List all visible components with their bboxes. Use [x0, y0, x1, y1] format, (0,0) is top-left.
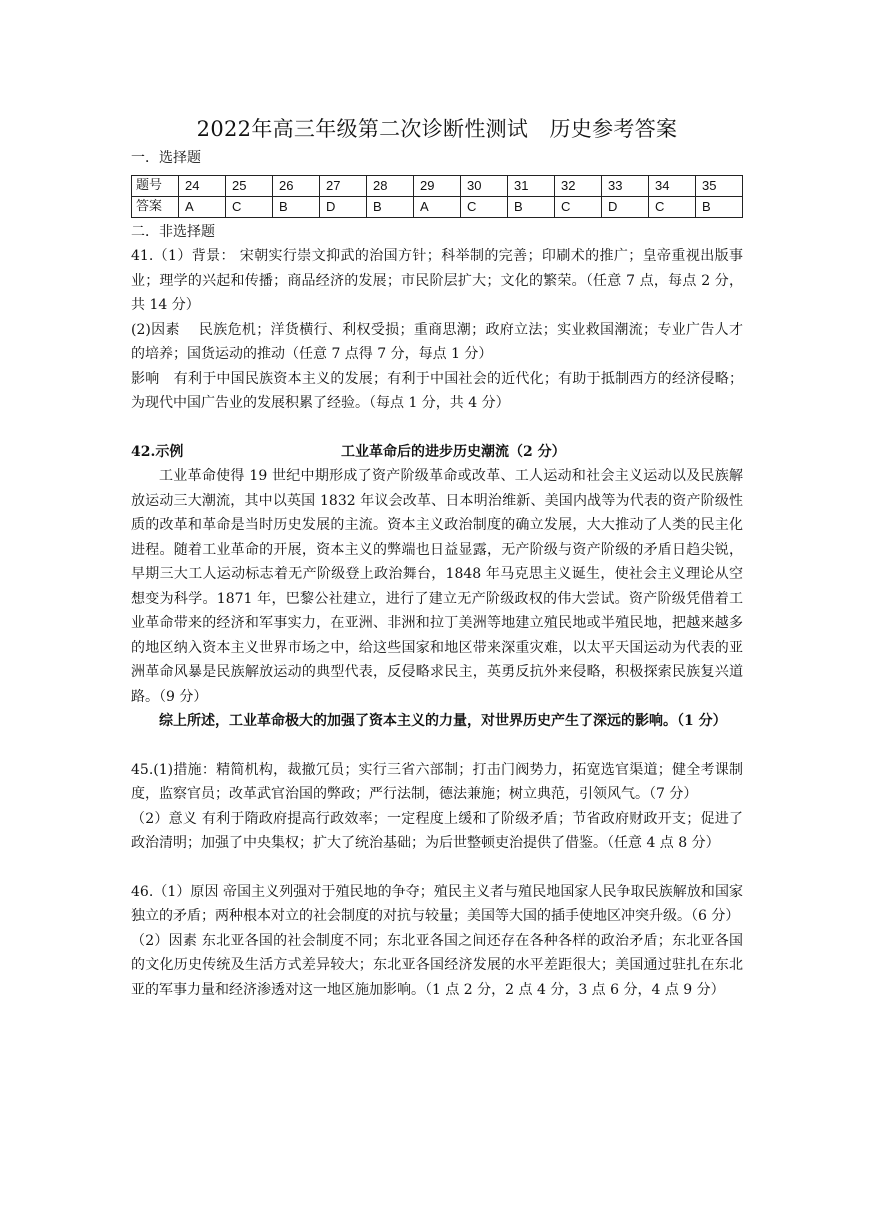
row-header-answer: 答案 — [132, 196, 179, 217]
q45-measures: 45.(1)措施：精简机构，裁撤冗员；实行三省六部制；打击门阀势力，拓宽选官渠道；健全考课制度，监察官员；改革武官治国的弊政；严行法制，德法兼施；树立典范，引领风气。（7 分） — [131, 761, 743, 802]
answer-cell: C — [555, 196, 602, 217]
answer-cell: C — [226, 196, 273, 217]
question-number-row — [132, 175, 743, 196]
answer-cell: B — [273, 196, 320, 217]
question-number-cell: 28 — [367, 175, 414, 196]
q42-heading: 工业革命后的进步历史潮流（2 分） — [341, 443, 566, 460]
q42-body: 工业革命使得 19 世纪中期形成了资产阶级革命或改革、工人运动和社会主义运动以及民族解放运动三大潮流，其中以英国 1832 年议会改革、日本明治维新、美国内战等为代表的资产阶级性质的改革和革命是当时历史发展的主流。资本主义政治制度的确立发展，大大推动了人类的民主化进程。随着工业革命的开展，资本主义的弊端也日益显露，无产阶级与资产阶级的矛盾日趋尖锐，早期三大工人运动标志着无产阶级登上政治舞台，1848 年马克思主义诞生，使社会主义理论从空想变为科学。1871 年，巴黎公社建立，进行了建立无产阶级政权的伟大尝试。资产阶级凭借着工业革命带来的经济和军事实力，在亚洲、非洲和拉丁美洲等地建立殖民地或半殖民地，把越来越多的地区纳入资本主义世界市场之中，给这些国家和地区带来深重灾难，以太平天国运动为代表的亚洲革命风暴是民族解放运动的典型代表，反侵略求民主，英勇反抗外来侵略，积极探索民族复兴道路。（9 分） — [131, 468, 743, 705]
page-title: 2022年高三年级第二次诊断性测试 历史参考答案 — [196, 117, 678, 141]
q41-impact: 影响 有利于中国民族资本主义的发展；有利于中国社会的近代化；有助于抵制西方的经济侵略；为现代中国广告业的发展积累了经验。（每点 1 分，共 4 分） — [131, 370, 743, 411]
answer-table — [131, 175, 743, 218]
answer-sheet — [131, 112, 743, 1002]
answer-cell: D — [320, 196, 367, 217]
q42-header — [131, 440, 743, 465]
answer-cell: A — [414, 196, 461, 217]
row-header-number: 题号 — [132, 175, 179, 196]
answer-cell: C — [649, 196, 696, 217]
answer-cell: B — [696, 196, 743, 217]
answer-cell: B — [508, 196, 555, 217]
q42-conclusion: 综上所述，工业革命极大的加强了资本主义的力量，对世界历史产生了深远的影响。（1 分） — [159, 713, 727, 729]
question-number-cell: 34 — [649, 175, 696, 196]
q45-significance: （2）意义 有利于隋政府提高行政效率；一定程度上缓和了阶级矛盾；节省政府财政开支；促进了政治清明；加强了中央集权；扩大了统治基础；为后世整顿吏治提供了借鉴。（任意 4 点 8 分） — [131, 810, 743, 851]
question-number-cell: 29 — [414, 175, 461, 196]
question-number-cell: 24 — [179, 175, 226, 196]
section-choice-heading: 一．选择题 — [131, 150, 201, 166]
question-number-cell: 33 — [602, 175, 649, 196]
question-number-cell: 32 — [555, 175, 602, 196]
question-number-cell: 26 — [273, 175, 320, 196]
question-number-cell: 27 — [320, 175, 367, 196]
answer-row — [132, 196, 743, 217]
q41-factors: (2)因素 民族危机；洋货横行、利权受损；重商思潮；政府立法；实业救国潮流；专业广告人才的培养；国货运动的推动（任意 7 点得 7 分，每点 1 分） — [131, 321, 743, 362]
question-number-cell: 35 — [696, 175, 743, 196]
answer-cell: A — [179, 196, 226, 217]
q41-background: 41.（1）背景： 宋朝实行崇文抑武的治国方针；科举制的完善；印刷术的推广；皇帝重视出版事业；理学的兴起和传播；商品经济的发展；市民阶层扩大；文化的繁荣。（任意 7 点，每点 2 分，共 14 分） — [131, 248, 743, 313]
q46-factors: （2）因素 东北亚各国的社会制度不同；东北亚各国之间还存在各种各样的政治矛盾；东北亚各国的文化历史传统及生活方式差异较大；东北亚各国经济发展的水平差距很大；美国通过驻扎在东北亚的军事力量和经济渗透对这一地区施加影响。（1 点 2 分，2 点 4 分，3 点 6 分，4 点 9 分） — [131, 932, 743, 998]
question-number-cell: 30 — [461, 175, 508, 196]
question-number-cell: 25 — [226, 175, 273, 196]
q46-causes: 46.（1）原因 帝国主义列强对于殖民地的争夺；殖民主义者与殖民地国家人民争取民族解放和国家独立的矛盾；两种根本对立的社会制度的对抗与较量；美国等大国的插手使地区冲突升级。（6 分） — [131, 883, 743, 924]
question-number-cell: 31 — [508, 175, 555, 196]
answer-cell: C — [461, 196, 508, 217]
section-open-heading: 二．非选择题 — [131, 223, 215, 240]
q42-label: 42.示例 — [131, 443, 184, 460]
answer-cell: D — [602, 196, 649, 217]
answer-cell: B — [367, 196, 414, 217]
